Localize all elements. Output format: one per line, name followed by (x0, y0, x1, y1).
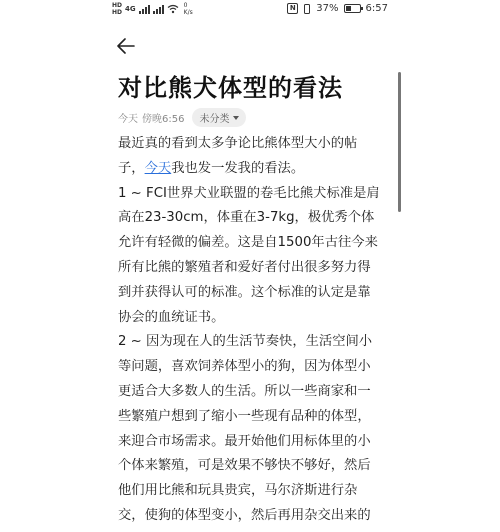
battery-icon (344, 4, 361, 13)
body-line: 最近真的看到太多争论比熊体型大小的帖 (118, 136, 358, 151)
body-line: 所有比熊的繁殖者和爱好者付出很多努力得 (118, 259, 371, 275)
hd-badges (112, 2, 122, 16)
nfc-icon: N (287, 3, 298, 14)
body-line: 更适合大多数人的生活。所以一些商家和一 (118, 383, 371, 399)
body-line: 他们用比熊和玩具贵宾，马尔济斯进行杂 (118, 483, 358, 499)
article-title: 对比熊犬体型的看法 (118, 74, 343, 102)
body-line: 到并获得认可的标准。这个标准的认定是靠 (118, 284, 371, 300)
article-meta (118, 108, 246, 127)
article-date: 今天 (118, 114, 138, 125)
today-link[interactable]: 今天 (144, 160, 172, 176)
article-body[interactable] (118, 132, 388, 529)
body-line: 交，使狗的体型变小，然后再用杂交出来的 (118, 507, 371, 523)
caret-down-icon (233, 116, 239, 120)
battery-percent: 37% (316, 3, 339, 14)
body-line: 个体来繁殖，可是效果不够快不够好，然后 (118, 458, 371, 474)
back-button[interactable] (114, 34, 138, 58)
body-line: 等问题，喜欢饲养体型小的狗，因为体型小 (118, 359, 371, 375)
wifi-icon (167, 4, 179, 14)
body-line: 来迎合市场需求。最开始他们用标体里的小 (118, 433, 371, 449)
body-line: 高在23-30cm，体重在3-7kg，极优秀个体 (118, 210, 375, 226)
status-bar-right (287, 3, 388, 14)
body-line: 协会的血统证书。 (118, 309, 225, 325)
signal-icon-2 (153, 4, 164, 14)
network-type: 4G (125, 5, 136, 13)
body-line: 2 ~ 因为现在人的生活节奏快，生活空间小 (118, 334, 373, 350)
status-bar (0, 0, 500, 24)
body-line: 些繁殖户想到了缩小一些现有品种的体型， (118, 408, 371, 424)
category-dropdown[interactable] (192, 108, 246, 127)
scrollbar[interactable] (398, 72, 401, 212)
hd-badge-1: HD (112, 2, 123, 9)
article-time: 傍晚6:56 (142, 114, 185, 125)
signal-icon (139, 4, 150, 14)
back-arrow-icon (114, 34, 138, 58)
body-line: 子，今天我也发一发我的看法。 (118, 160, 305, 176)
body-line: 1 ~ FCI世界犬业联盟的卷毛比熊犬标准是肩 (118, 185, 380, 201)
body-line: 允许有轻微的偏差。这是自1500年古往今来 (118, 235, 378, 251)
status-bar-left (112, 2, 193, 16)
network-speed: 0 K/s (183, 2, 193, 16)
vibrate-icon (303, 4, 311, 14)
category-label: 未分类 (199, 114, 230, 125)
hd-badge-2: HD (112, 9, 123, 16)
clock: 6:57 (365, 3, 388, 14)
